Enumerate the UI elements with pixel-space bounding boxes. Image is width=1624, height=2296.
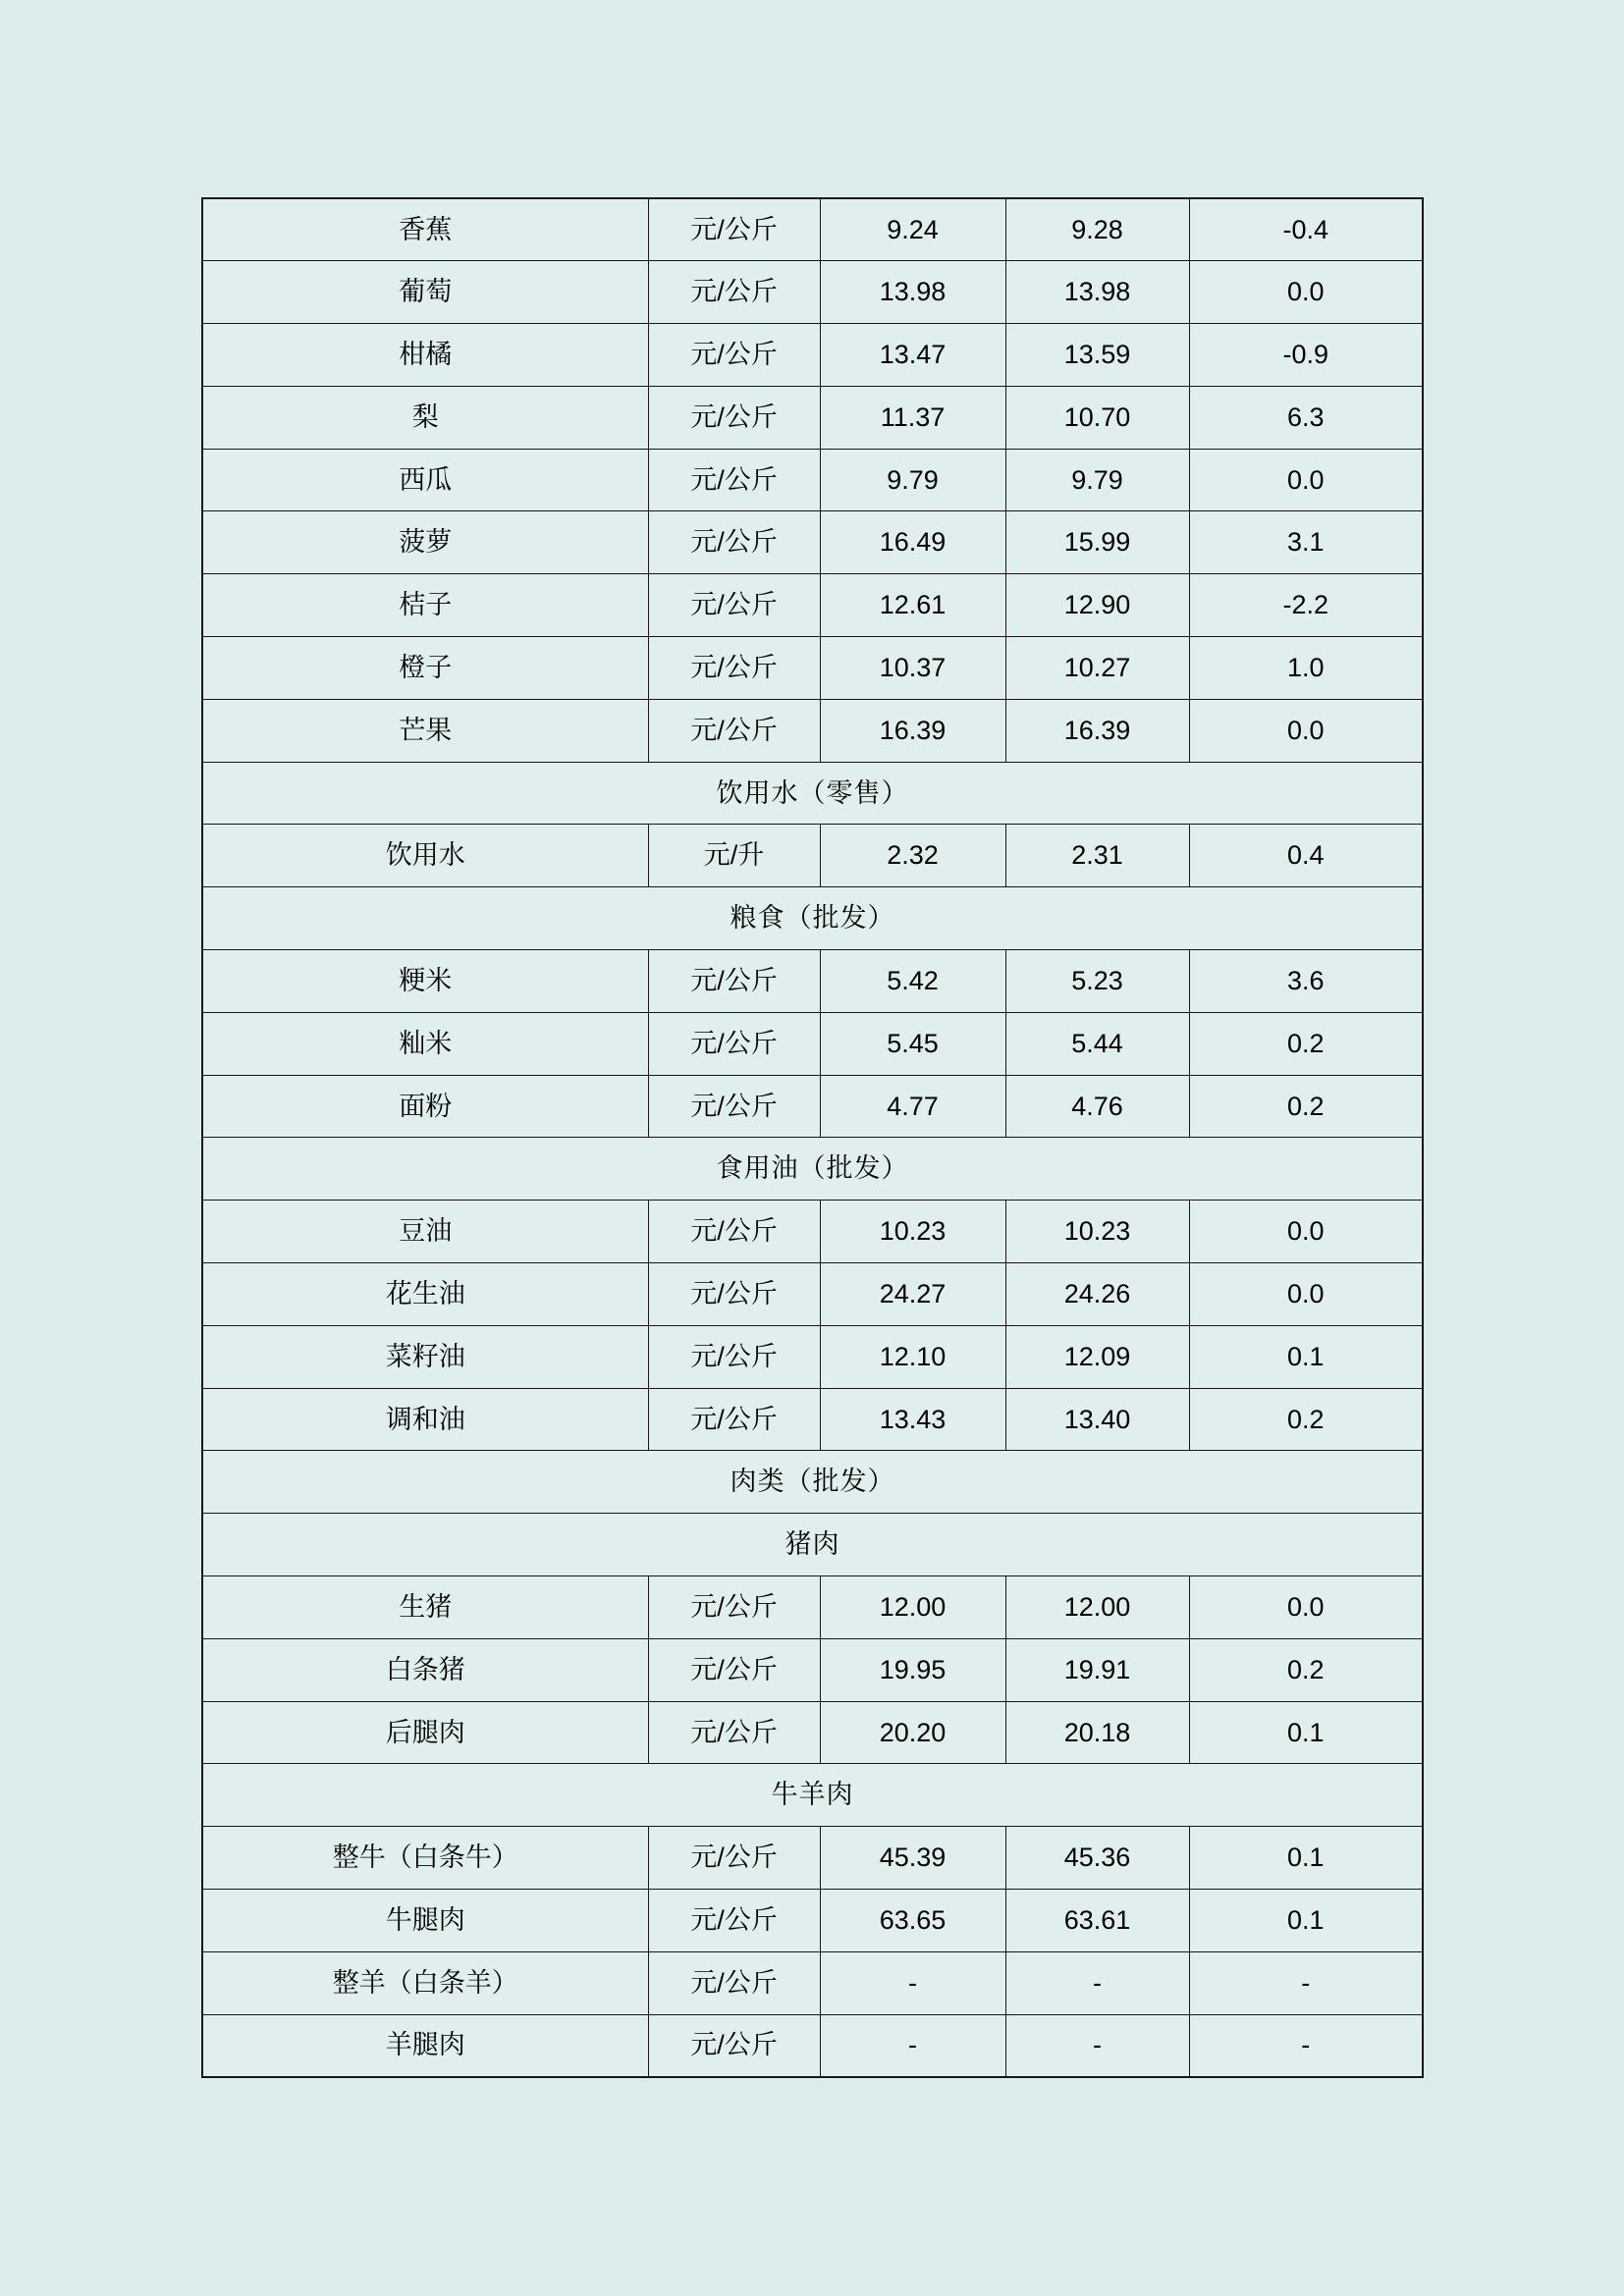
item-name-cell: 后腿肉	[202, 1701, 648, 1764]
change-cell: 0.0	[1189, 1576, 1423, 1639]
unit-cell: 元/公斤	[648, 511, 820, 574]
current-price-cell: 13.98	[820, 261, 1005, 324]
section-header-cell: 肉类（批发）	[202, 1451, 1423, 1514]
change-cell: -0.4	[1189, 198, 1423, 261]
item-name-cell: 整牛（白条牛）	[202, 1827, 648, 1890]
section-row	[202, 1138, 1423, 1201]
change-cell: 0.1	[1189, 1890, 1423, 1952]
price-table	[201, 197, 1424, 2078]
item-name-cell: 羊腿肉	[202, 2014, 648, 2077]
previous-price-cell: 10.23	[1005, 1201, 1189, 1263]
previous-price-cell: 24.26	[1005, 1263, 1189, 1326]
unit-cell: 元/公斤	[648, 449, 820, 511]
current-price-cell: 10.37	[820, 637, 1005, 700]
item-name-cell: 桔子	[202, 574, 648, 637]
previous-price-cell: 9.79	[1005, 449, 1189, 511]
current-price-cell: 20.20	[820, 1701, 1005, 1764]
previous-price-cell: 10.70	[1005, 386, 1189, 449]
previous-price-cell: -	[1005, 1951, 1189, 2014]
table-row	[202, 2014, 1423, 2077]
unit-cell: 元/公斤	[648, 1012, 820, 1075]
change-cell: 0.1	[1189, 1827, 1423, 1890]
current-price-cell: 63.65	[820, 1890, 1005, 1952]
change-cell: 3.6	[1189, 950, 1423, 1013]
change-cell: 0.2	[1189, 1638, 1423, 1701]
table-row	[202, 699, 1423, 762]
table-row	[202, 511, 1423, 574]
previous-price-cell: 5.23	[1005, 950, 1189, 1013]
previous-price-cell: 13.40	[1005, 1388, 1189, 1451]
item-name-cell: 粳米	[202, 950, 648, 1013]
previous-price-cell: 4.76	[1005, 1075, 1189, 1138]
current-price-cell: 12.61	[820, 574, 1005, 637]
previous-price-cell: 2.31	[1005, 825, 1189, 887]
unit-cell: 元/公斤	[648, 950, 820, 1013]
unit-cell: 元/公斤	[648, 574, 820, 637]
table-row	[202, 1075, 1423, 1138]
current-price-cell: -	[820, 2014, 1005, 2077]
item-name-cell: 菠萝	[202, 511, 648, 574]
table-row	[202, 950, 1423, 1013]
change-cell: -2.2	[1189, 574, 1423, 637]
unit-cell: 元/公斤	[648, 637, 820, 700]
previous-price-cell: 45.36	[1005, 1827, 1189, 1890]
previous-price-cell: -	[1005, 2014, 1189, 2077]
item-name-cell: 牛腿肉	[202, 1890, 648, 1952]
current-price-cell: 9.79	[820, 449, 1005, 511]
unit-cell: 元/公斤	[648, 1701, 820, 1764]
item-name-cell: 橙子	[202, 637, 648, 700]
item-name-cell: 菜籽油	[202, 1325, 648, 1388]
item-name-cell: 调和油	[202, 1388, 648, 1451]
section-row	[202, 1514, 1423, 1576]
item-name-cell: 香蕉	[202, 198, 648, 261]
previous-price-cell: 19.91	[1005, 1638, 1189, 1701]
change-cell: 3.1	[1189, 511, 1423, 574]
section-row	[202, 1764, 1423, 1827]
item-name-cell: 葡萄	[202, 261, 648, 324]
current-price-cell: 5.42	[820, 950, 1005, 1013]
item-name-cell: 芒果	[202, 699, 648, 762]
change-cell: 0.2	[1189, 1075, 1423, 1138]
previous-price-cell: 20.18	[1005, 1701, 1189, 1764]
current-price-cell: 13.47	[820, 324, 1005, 387]
change-cell: -	[1189, 1951, 1423, 2014]
section-row	[202, 762, 1423, 825]
change-cell: 6.3	[1189, 386, 1423, 449]
table-row	[202, 261, 1423, 324]
unit-cell: 元/公斤	[648, 1325, 820, 1388]
item-name-cell: 白条猪	[202, 1638, 648, 1701]
change-cell: 0.1	[1189, 1701, 1423, 1764]
current-price-cell: 2.32	[820, 825, 1005, 887]
unit-cell: 元/升	[648, 825, 820, 887]
current-price-cell: -	[820, 1951, 1005, 2014]
change-cell: 1.0	[1189, 637, 1423, 700]
table-row	[202, 1890, 1423, 1952]
item-name-cell: 饮用水	[202, 825, 648, 887]
unit-cell: 元/公斤	[648, 1201, 820, 1263]
section-header-cell: 粮食（批发）	[202, 887, 1423, 950]
change-cell: 0.0	[1189, 449, 1423, 511]
previous-price-cell: 63.61	[1005, 1890, 1189, 1952]
table-row	[202, 1951, 1423, 2014]
item-name-cell: 柑橘	[202, 324, 648, 387]
change-cell: 0.0	[1189, 699, 1423, 762]
previous-price-cell: 5.44	[1005, 1012, 1189, 1075]
price-table-body	[202, 198, 1423, 2077]
unit-cell: 元/公斤	[648, 1951, 820, 2014]
current-price-cell: 10.23	[820, 1201, 1005, 1263]
table-row	[202, 198, 1423, 261]
previous-price-cell: 15.99	[1005, 511, 1189, 574]
previous-price-cell: 12.00	[1005, 1576, 1189, 1639]
unit-cell: 元/公斤	[648, 198, 820, 261]
section-header-cell: 猪肉	[202, 1514, 1423, 1576]
unit-cell: 元/公斤	[648, 1075, 820, 1138]
item-name-cell: 生猪	[202, 1576, 648, 1639]
change-cell: 0.0	[1189, 261, 1423, 324]
section-header-cell: 饮用水（零售）	[202, 762, 1423, 825]
item-name-cell: 籼米	[202, 1012, 648, 1075]
table-row	[202, 825, 1423, 887]
item-name-cell: 梨	[202, 386, 648, 449]
change-cell: 0.2	[1189, 1012, 1423, 1075]
change-cell: 0.2	[1189, 1388, 1423, 1451]
unit-cell: 元/公斤	[648, 1576, 820, 1639]
previous-price-cell: 12.90	[1005, 574, 1189, 637]
table-row	[202, 1263, 1423, 1326]
unit-cell: 元/公斤	[648, 386, 820, 449]
section-header-cell: 食用油（批发）	[202, 1138, 1423, 1201]
unit-cell: 元/公斤	[648, 699, 820, 762]
table-row	[202, 574, 1423, 637]
previous-price-cell: 10.27	[1005, 637, 1189, 700]
change-cell: 0.0	[1189, 1201, 1423, 1263]
table-row	[202, 1576, 1423, 1639]
table-row	[202, 1638, 1423, 1701]
change-cell: 0.0	[1189, 1263, 1423, 1326]
change-cell: 0.4	[1189, 825, 1423, 887]
change-cell: -0.9	[1189, 324, 1423, 387]
table-row	[202, 324, 1423, 387]
table-row	[202, 637, 1423, 700]
current-price-cell: 12.10	[820, 1325, 1005, 1388]
current-price-cell: 45.39	[820, 1827, 1005, 1890]
change-cell: -	[1189, 2014, 1423, 2077]
section-row	[202, 887, 1423, 950]
unit-cell: 元/公斤	[648, 324, 820, 387]
previous-price-cell: 13.98	[1005, 261, 1189, 324]
table-row	[202, 1012, 1423, 1075]
unit-cell: 元/公斤	[648, 1638, 820, 1701]
item-name-cell: 西瓜	[202, 449, 648, 511]
table-row	[202, 1827, 1423, 1890]
table-row	[202, 449, 1423, 511]
current-price-cell: 13.43	[820, 1388, 1005, 1451]
table-row	[202, 1201, 1423, 1263]
table-row	[202, 1325, 1423, 1388]
item-name-cell: 整羊（白条羊）	[202, 1951, 648, 2014]
current-price-cell: 11.37	[820, 386, 1005, 449]
section-row	[202, 1451, 1423, 1514]
item-name-cell: 豆油	[202, 1201, 648, 1263]
table-row	[202, 1388, 1423, 1451]
unit-cell: 元/公斤	[648, 2014, 820, 2077]
previous-price-cell: 13.59	[1005, 324, 1189, 387]
current-price-cell: 4.77	[820, 1075, 1005, 1138]
current-price-cell: 16.49	[820, 511, 1005, 574]
current-price-cell: 16.39	[820, 699, 1005, 762]
unit-cell: 元/公斤	[648, 1827, 820, 1890]
previous-price-cell: 9.28	[1005, 198, 1189, 261]
current-price-cell: 9.24	[820, 198, 1005, 261]
current-price-cell: 5.45	[820, 1012, 1005, 1075]
unit-cell: 元/公斤	[648, 1890, 820, 1952]
change-cell: 0.1	[1189, 1325, 1423, 1388]
unit-cell: 元/公斤	[648, 1263, 820, 1326]
item-name-cell: 面粉	[202, 1075, 648, 1138]
section-header-cell: 牛羊肉	[202, 1764, 1423, 1827]
current-price-cell: 12.00	[820, 1576, 1005, 1639]
unit-cell: 元/公斤	[648, 1388, 820, 1451]
previous-price-cell: 12.09	[1005, 1325, 1189, 1388]
table-row	[202, 1701, 1423, 1764]
previous-price-cell: 16.39	[1005, 699, 1189, 762]
table-row	[202, 386, 1423, 449]
unit-cell: 元/公斤	[648, 261, 820, 324]
item-name-cell: 花生油	[202, 1263, 648, 1326]
current-price-cell: 19.95	[820, 1638, 1005, 1701]
current-price-cell: 24.27	[820, 1263, 1005, 1326]
